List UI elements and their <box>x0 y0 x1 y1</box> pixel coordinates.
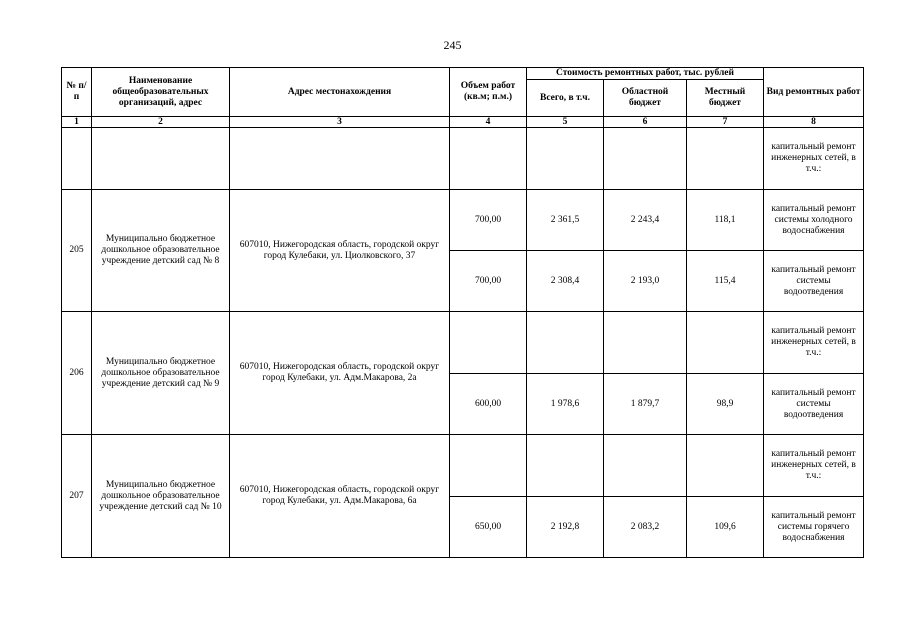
total-cell: 1 978,6 <box>527 374 604 435</box>
org-name: Муниципально бюджетное дошкольное образовательное учреждение детский сад № 9 <box>92 312 230 435</box>
table-row <box>62 190 864 251</box>
index-cell: 7 <box>687 117 764 128</box>
local-cell <box>687 312 764 374</box>
work-type-cell: капитальный ремонт инженерных сетей, в т.ч.: <box>764 128 864 190</box>
repair-costs-table <box>61 67 864 558</box>
work-type-cell: капитальный ремонт системы водоотведения <box>764 251 864 312</box>
row-number: 206 <box>62 312 92 435</box>
work-type-cell: капитальный ремонт системы горячего водоснабжения <box>764 497 864 558</box>
index-row <box>62 117 864 128</box>
index-cell: 6 <box>604 117 687 128</box>
local-cell: 109,6 <box>687 497 764 558</box>
total-cell: 2 361,5 <box>527 190 604 251</box>
volume-cell: 600,00 <box>450 374 527 435</box>
empty-cell <box>230 128 450 190</box>
volume-cell <box>450 435 527 497</box>
local-cell: 115,4 <box>687 251 764 312</box>
total-cell: 2 308,4 <box>527 251 604 312</box>
table-row <box>62 435 864 497</box>
org-address: 607010, Нижегородская область, городской округ город Кулебаки, ул. Адм.Макарова, 6а <box>230 435 450 558</box>
empty-cell <box>527 128 604 190</box>
row-number: 205 <box>62 190 92 312</box>
work-type-cell: капитальный ремонт инженерных сетей, в т.ч.: <box>764 435 864 497</box>
header-org-name: Наименование общеобразовательных организаций, адрес <box>92 68 230 117</box>
org-address: 607010, Нижегородская область, городской округ город Кулебаки, ул. Циолковского, 37 <box>230 190 450 312</box>
regional-cell: 2 193,0 <box>604 251 687 312</box>
index-cell: 1 <box>62 117 92 128</box>
local-cell: 98,9 <box>687 374 764 435</box>
table-row <box>62 128 864 190</box>
index-cell: 2 <box>92 117 230 128</box>
local-cell <box>687 435 764 497</box>
header-num: № п/п <box>62 68 92 117</box>
empty-cell <box>450 128 527 190</box>
org-name: Муниципально бюджетное дошкольное образовательное учреждение детский сад № 10 <box>92 435 230 558</box>
index-cell: 4 <box>450 117 527 128</box>
page-number: 245 <box>443 38 462 52</box>
total-cell <box>527 435 604 497</box>
regional-cell: 2 243,4 <box>604 190 687 251</box>
empty-cell <box>62 128 92 190</box>
empty-cell <box>687 128 764 190</box>
header-total: Всего, в т.ч. <box>527 80 604 117</box>
volume-cell: 650,00 <box>450 497 527 558</box>
index-cell: 3 <box>230 117 450 128</box>
org-address: 607010, Нижегородская область, городской округ город Кулебаки, ул. Адм.Макарова, 2а <box>230 312 450 435</box>
volume-cell: 700,00 <box>450 190 527 251</box>
empty-cell <box>92 128 230 190</box>
index-cell: 5 <box>527 117 604 128</box>
volume-cell <box>450 312 527 374</box>
org-name: Муниципально бюджетное дошкольное образовательное учреждение детский сад № 8 <box>92 190 230 312</box>
header-work-type: Вид ремонтных работ <box>764 68 864 117</box>
index-cell: 8 <box>764 117 864 128</box>
empty-cell <box>604 128 687 190</box>
header-regional: Областной бюджет <box>604 80 687 117</box>
header-address: Адрес местонахождения <box>230 68 450 117</box>
regional-cell <box>604 312 687 374</box>
table-row <box>62 312 864 374</box>
header-local: Местный бюджет <box>687 80 764 117</box>
regional-cell <box>604 435 687 497</box>
total-cell: 2 192,8 <box>527 497 604 558</box>
header-row-1 <box>62 68 864 80</box>
regional-cell: 2 083,2 <box>604 497 687 558</box>
local-cell: 118,1 <box>687 190 764 251</box>
work-type-cell: капитальный ремонт системы водоотведения <box>764 374 864 435</box>
work-type-cell: капитальный ремонт системы холодного водоснабжения <box>764 190 864 251</box>
header-volume: Объем работ (кв.м; п.м.) <box>450 68 527 117</box>
work-type-cell: капитальный ремонт инженерных сетей, в т.ч.: <box>764 312 864 374</box>
regional-cell: 1 879,7 <box>604 374 687 435</box>
total-cell <box>527 312 604 374</box>
volume-cell: 700,00 <box>450 251 527 312</box>
header-cost-group: Стоимость ремонтных работ, тыс. рублей <box>527 68 764 80</box>
row-number: 207 <box>62 435 92 558</box>
